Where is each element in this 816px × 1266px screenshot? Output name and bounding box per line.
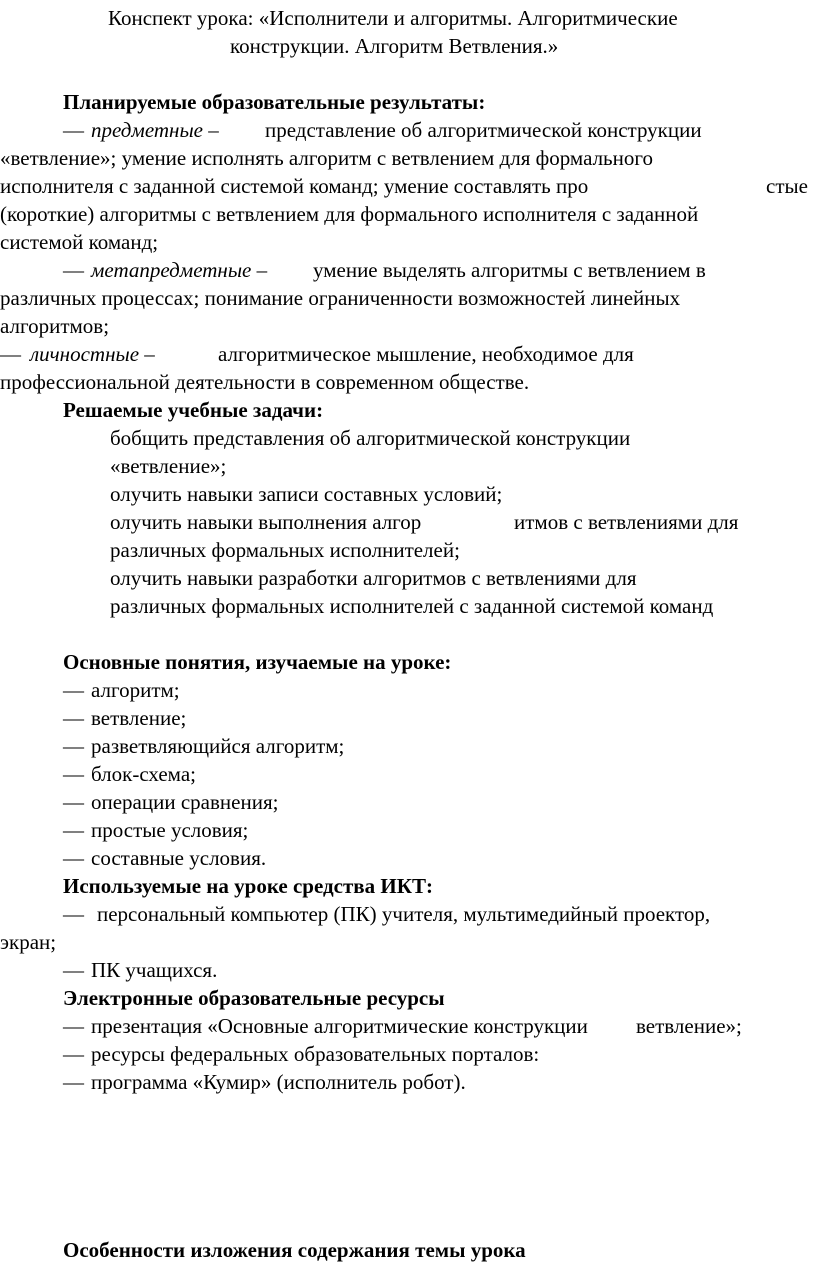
eor-line-2: ресурсы федеральных образовательных порталов: bbox=[91, 1042, 540, 1066]
task-line-5: различных формальных исполнителей; bbox=[110, 538, 460, 562]
results-heading: Планируемые образовательные результаты: bbox=[63, 90, 486, 114]
eor-dash: — bbox=[63, 1070, 84, 1094]
concept-dash: — bbox=[63, 818, 84, 842]
concept-item: разветвляющийся алгоритм; bbox=[91, 734, 345, 758]
concept-dash: — bbox=[63, 846, 84, 870]
concept-dash: — bbox=[63, 790, 84, 814]
meta-line-3: алгоритмов; bbox=[0, 314, 110, 338]
task-line-4b: итмов с ветвлениями для bbox=[514, 510, 739, 534]
ict-line-1: персональный компьютер (ПК) учителя, мультимедийный проектор, bbox=[97, 902, 711, 926]
subject-line-3a: исполнителя с заданной системой команд; умение составлять про bbox=[0, 174, 589, 198]
title-line-1: Конспект урока: «Исполнители и алгоритмы. Алгоритмические bbox=[108, 6, 678, 30]
personal-label: личностные – bbox=[30, 342, 155, 366]
subject-line-3b: стые bbox=[766, 174, 808, 198]
concept-dash: — bbox=[63, 762, 84, 786]
eor-line-3: программа «Кумир» (исполнитель робот). bbox=[91, 1070, 466, 1094]
task-line-6: олучить навыки разработки алгоритмов с ветвлениями для bbox=[110, 566, 637, 590]
ict-line-3: ПК учащихся. bbox=[91, 958, 218, 982]
concepts-heading: Основные понятия, изучаемые на уроке: bbox=[63, 650, 452, 674]
personal-dash: — bbox=[0, 342, 21, 366]
subject-line-5: системой команд; bbox=[0, 230, 159, 254]
concept-dash: — bbox=[63, 706, 84, 730]
meta-line-1: умение выделять алгоритмы с ветвлением в bbox=[313, 258, 706, 282]
eor-line-1b: ветвление»; bbox=[636, 1014, 742, 1038]
subject-dash: — bbox=[63, 118, 84, 142]
eor-dash: — bbox=[63, 1014, 84, 1038]
ict-dash: — bbox=[63, 902, 84, 926]
concept-item: составные условия. bbox=[91, 846, 267, 870]
task-line-7: различных формальных исполнителей с заданной системой команд bbox=[110, 594, 714, 618]
concept-dash: — bbox=[63, 678, 84, 702]
eor-line-1a: презентация «Основные алгоритмические конструкции bbox=[91, 1014, 588, 1038]
task-line-3: олучить навыки записи составных условий; bbox=[110, 482, 503, 506]
title-line-2: конструкции. Алгоритм Ветвления.» bbox=[230, 34, 559, 58]
ict-heading: Используемые на уроке средства ИКТ: bbox=[63, 874, 433, 898]
ict-dash: — bbox=[63, 958, 84, 982]
features-heading: Особенности изложения содержания темы урока bbox=[63, 1238, 526, 1262]
personal-line-1: алгоритмическое мышление, необходимое для bbox=[218, 342, 634, 366]
subject-line-4: (короткие) алгоритмы с ветвлением для формального исполнителя с заданной bbox=[0, 202, 699, 226]
concept-item: операции сравнения; bbox=[91, 790, 279, 814]
meta-dash: — bbox=[63, 258, 84, 282]
concept-item: простые условия; bbox=[91, 818, 249, 842]
ict-line-2: экран; bbox=[0, 930, 57, 954]
concept-item: алгоритм; bbox=[91, 678, 180, 702]
personal-line-2: профессиональной деятельности в современном обществе. bbox=[0, 370, 530, 394]
subject-line-2: «ветвление»; умение исполнять алгоритм с ветвлением для формального bbox=[0, 146, 653, 170]
subject-line-1: представление об алгоритмической конструкции bbox=[265, 118, 702, 142]
task-line-1: бобщить представления об алгоритмической конструкции bbox=[110, 426, 631, 450]
eor-heading: Электронные образовательные ресурсы bbox=[63, 986, 445, 1010]
concept-item: ветвление; bbox=[91, 706, 187, 730]
meta-label: метапредметные – bbox=[91, 258, 268, 282]
meta-line-2: различных процессах; понимание ограниченности возможностей линейных bbox=[0, 286, 681, 310]
task-line-2: «ветвление»; bbox=[110, 454, 227, 478]
tasks-heading: Решаемые учебные задачи: bbox=[63, 398, 324, 422]
concept-item: блок-схема; bbox=[91, 762, 196, 786]
task-line-4a: олучить навыки выполнения алгор bbox=[110, 510, 422, 534]
subject-label: предметные – bbox=[91, 118, 219, 142]
eor-dash: — bbox=[63, 1042, 84, 1066]
concept-dash: — bbox=[63, 734, 84, 758]
